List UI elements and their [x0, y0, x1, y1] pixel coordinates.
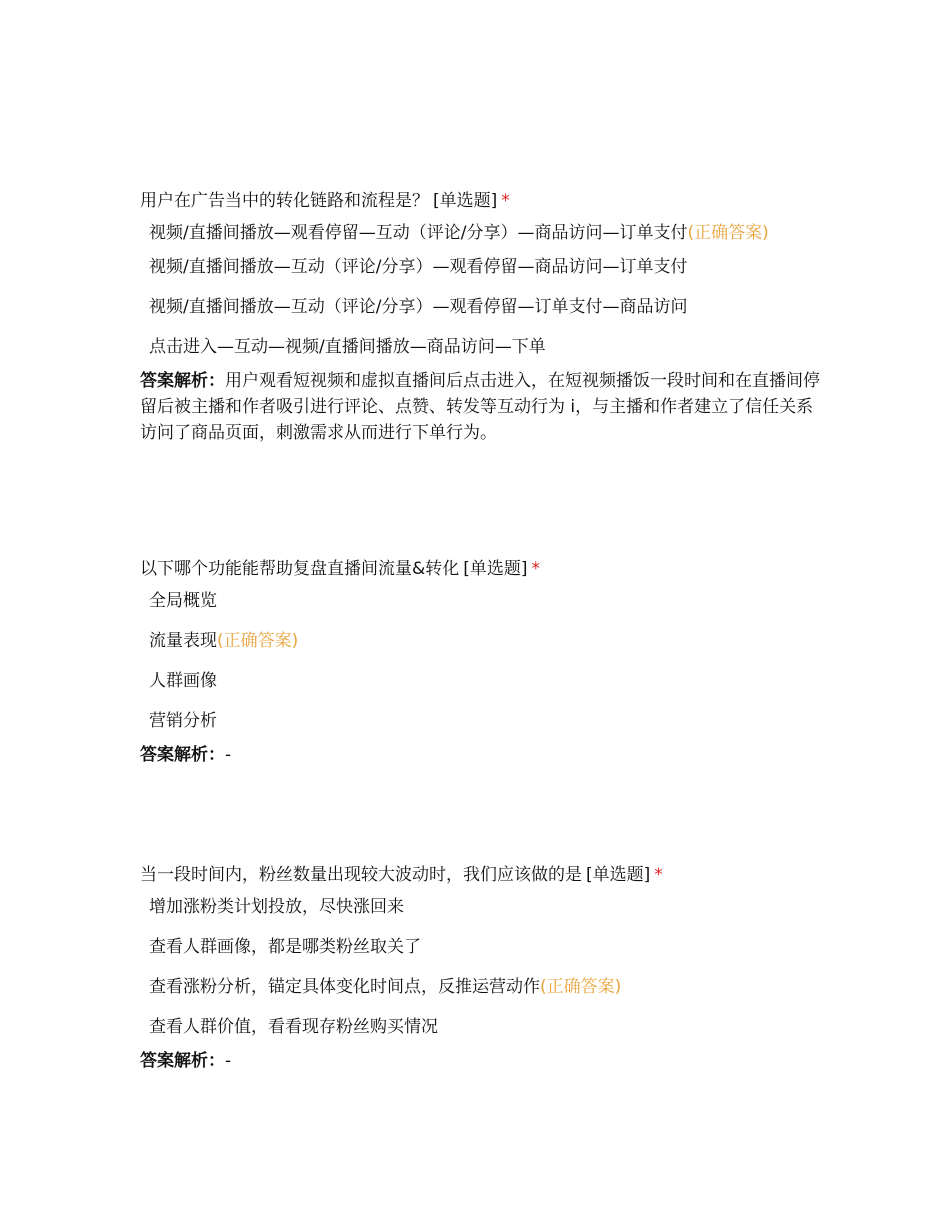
question-title [140, 188, 820, 214]
option-a[interactable] [140, 588, 820, 614]
option-text: 营销分析 [149, 711, 217, 731]
option-b[interactable] [140, 628, 820, 654]
correct-answer-label: (正确答案) [687, 223, 769, 243]
option-text: 人群画像 [149, 671, 217, 691]
analysis-label: 答案解析： [140, 745, 225, 765]
question-title [140, 862, 820, 888]
question-2 [140, 556, 820, 768]
analysis-text: - [225, 745, 232, 765]
required-mark: * [531, 559, 541, 579]
question-type-tag: [单选题] [433, 191, 498, 211]
option-text: 视频/直播间播放—观看停留—互动（评论/分享）—商品访问—订单支付 [149, 223, 688, 243]
option-b[interactable] [140, 934, 820, 960]
option-a[interactable] [140, 220, 820, 246]
option-b[interactable] [140, 254, 820, 280]
option-list [140, 894, 820, 1040]
option-a[interactable] [140, 894, 820, 920]
question-text: 以下哪个功能能帮助复盘直播间流量&转化 [140, 559, 460, 579]
correct-answer-label: (正确答案) [217, 631, 299, 651]
analysis-text: - [225, 1051, 232, 1071]
question-1 [140, 188, 820, 446]
answer-analysis [140, 1048, 820, 1074]
question-title [140, 556, 820, 582]
option-c[interactable] [140, 974, 820, 1000]
option-list [140, 588, 820, 734]
question-text: 当一段时间内，粉丝数量出现较大波动时，我们应该做的是 [140, 865, 582, 885]
option-text: 点击进入—互动—视频/直播间播放—商品访问—下单 [149, 337, 546, 357]
option-d[interactable] [140, 1014, 820, 1040]
answer-analysis [140, 368, 820, 446]
option-c[interactable] [140, 294, 820, 320]
question-type-tag: [单选题] [586, 865, 651, 885]
answer-analysis [140, 742, 820, 768]
option-d[interactable] [140, 334, 820, 360]
correct-answer-label: (正确答案) [540, 977, 622, 997]
option-text: 查看涨粉分析，锚定具体变化时间点，反推运营动作 [149, 977, 540, 997]
option-text: 查看人群画像，都是哪类粉丝取关了 [149, 937, 421, 957]
required-mark: * [501, 191, 510, 211]
analysis-label: 答案解析： [140, 1051, 225, 1071]
analysis-label: 答案解析： [140, 371, 225, 391]
option-text: 查看人群价值，看看现存粉丝购买情况 [149, 1017, 438, 1037]
option-text: 增加涨粉类计划投放，尽快涨回来 [149, 897, 404, 917]
required-mark: * [654, 865, 663, 885]
option-text: 流量表现 [149, 631, 217, 651]
question-text: 用户在广告当中的转化链路和流程是？ [140, 191, 429, 211]
question-3 [140, 862, 820, 1074]
analysis-text: 用户观看短视频和虚拟直播间后点击进入，在短视频播饭一段时间和在直播间停留后被主播和作者吸引进行评论、点赞、转发等互动行为 i，与主播和作者建立了信任关系访问了商品页面，刺激需求从而进行下单行为。 [140, 371, 820, 443]
option-d[interactable] [140, 708, 820, 734]
option-text: 视频/直播间播放—互动（评论/分享）—观看停留—商品访问—订单支付 [149, 257, 688, 277]
option-text: 视频/直播间播放—互动（评论/分享）—观看停留—订单支付—商品访问 [149, 297, 688, 317]
question-type-tag: [单选题] [463, 559, 528, 579]
option-text: 全局概览 [149, 591, 217, 611]
option-list [140, 220, 820, 360]
option-c[interactable] [140, 668, 820, 694]
